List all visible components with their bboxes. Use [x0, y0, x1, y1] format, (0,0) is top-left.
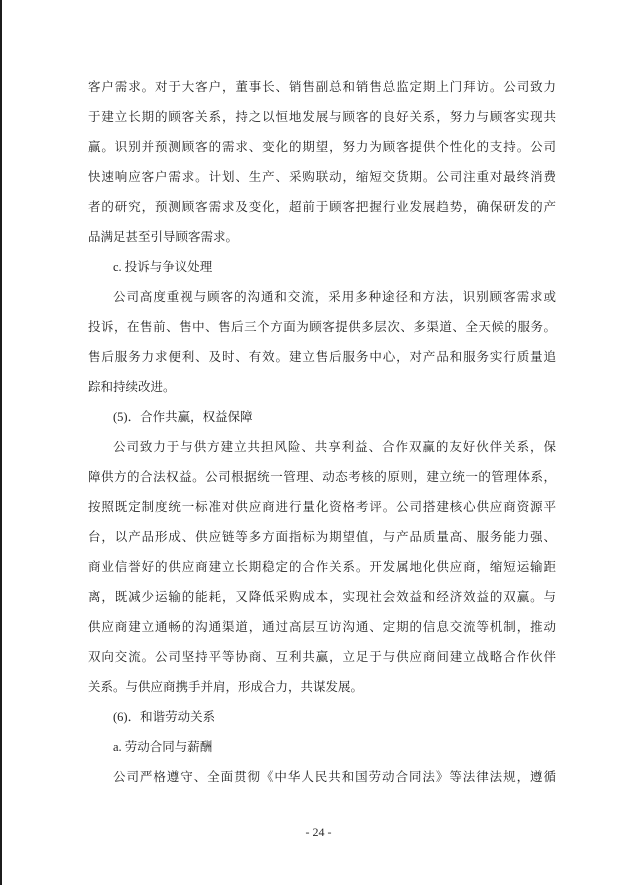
text-line: 投诉，在售前、售中、售后三个方面为顾客提供多层次、多渠道、全天候的服务。	[88, 320, 556, 334]
text-line: c. 投诉与争议处理	[113, 260, 213, 274]
page-footer	[2, 822, 635, 842]
text-line: 者的研究，预测顾客需求及变化，超前于顾客把握行业发展趋势，确保研发的产	[88, 200, 556, 214]
page-number: - 24 -	[305, 825, 332, 839]
heading-harmonious-labor-relations	[88, 702, 556, 732]
text-line: 品满足甚至引导顾客需求。	[88, 230, 239, 244]
heading-complaints-disputes	[88, 252, 556, 282]
text-line: 公司高度重视与顾客的沟通和交流，采用多种途径和方法，识别顾客需求或	[113, 290, 556, 304]
text-line: 按照既定制度统一标准对供应商进行量化资格考评。公司搭建核心供应商资源平	[88, 500, 556, 514]
paragraph-customer-focus-continued	[88, 72, 556, 252]
text-line: 障供方的合法权益。公司根据统一管理、动态考核的原则，建立统一的管理体系，	[88, 470, 556, 484]
text-line: 双向交流。公司坚持平等协商、互利共赢，立足于与供应商间建立战略合作伙伴	[88, 650, 556, 664]
text-line: 商业信誉好的供应商建立长期稳定的合作关系。开发属地化供应商，缩短运输距	[88, 560, 556, 574]
text-line: 离，既减少运输的能耗，又降低采购成本，实现社会效益和经济效益的双赢。与	[88, 590, 556, 604]
text-line: 客户需求。对于大客户，董事长、销售副总和销售总监定期上门拜访。公司致力	[88, 80, 556, 94]
text-line: 于建立长期的顾客关系，持之以恒地发展与顾客的良好关系，努力与顾客实现共	[88, 110, 556, 124]
text-line: 公司严格遵守、全面贯彻《中华人民共和国劳动合同法》等法律法规，遵循	[113, 770, 556, 784]
text-line: 踪和持续改进。	[88, 380, 176, 394]
heading-win-win-cooperation	[88, 402, 556, 432]
text-line: (6)．和谐劳动关系	[113, 710, 216, 724]
text-line: 公司致力于与供方建立共担风险、共享利益、合作双赢的友好伙伴关系，保	[113, 440, 556, 454]
paragraph-supplier-relations	[88, 432, 556, 702]
text-line: 快速响应客户需求。计划、生产、采购联动，缩短交货期。公司注重对最终消费	[88, 170, 556, 184]
text-line: 赢。识别并预测顾客的需求、变化的期望，努力为顾客提供个性化的支持。公司	[88, 140, 556, 154]
paragraph-labor-law-compliance	[88, 762, 556, 792]
document-body	[88, 72, 556, 792]
text-line: (5)．合作共赢，权益保障	[113, 410, 253, 424]
text-line: 供应商建立通畅的沟通渠道，通过高层互访沟通、定期的信息交流等机制，推动	[88, 620, 556, 634]
text-line: a. 劳动合同与薪酬	[113, 740, 213, 754]
text-line: 台，以产品形成、供应链等多方面指标为期望值，与产品质量高、服务能力强、	[88, 530, 556, 544]
text-line: 售后服务力求便利、及时、有效。建立售后服务中心，对产品和服务实行质量追	[88, 350, 556, 364]
paragraph-complaints-handling	[88, 282, 556, 402]
heading-labor-contract-salary	[88, 732, 556, 762]
text-line: 关系。与供应商携手并肩，形成合力，共谋发展。	[88, 680, 364, 694]
